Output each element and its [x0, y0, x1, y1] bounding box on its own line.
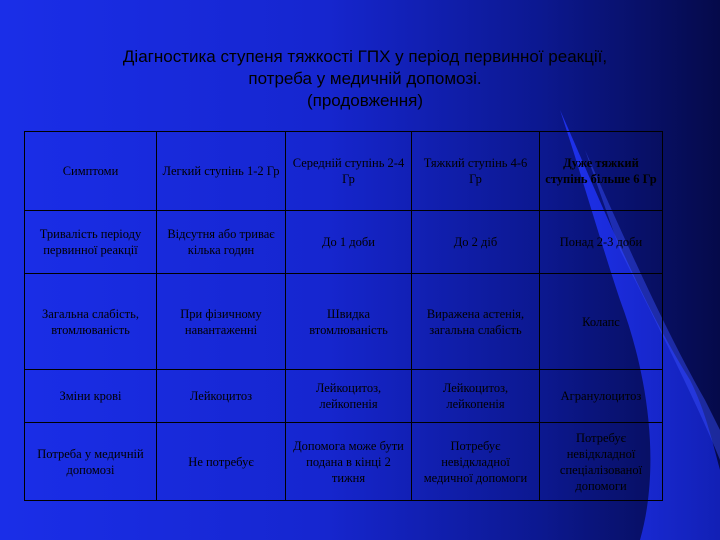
table-cell: Потреба у медичній допомозі	[25, 423, 157, 501]
slide-title-line-3: (продовження)	[306, 91, 424, 110]
table-cell: Відсутня або триває кілька годин	[157, 211, 286, 274]
table-cell: При фізичному навантаженні	[157, 274, 286, 370]
table-cell: Колапс	[540, 274, 663, 370]
table-cell: Загальна слабість, втомлюваність	[25, 274, 157, 370]
table-row	[25, 274, 663, 370]
table-cell: Лейкоцитоз, лейкопенія	[286, 370, 412, 423]
table-cell: Лейкоцитоз, лейкопенія	[412, 370, 540, 423]
header-cell: Дуже тяжкий ступінь більше 6 Гр	[540, 132, 663, 211]
table-cell: Потребує невідкладної медичної допомоги	[412, 423, 540, 501]
header-cell: Легкий ступінь 1-2 Гр	[157, 132, 286, 211]
severity-table	[24, 131, 663, 501]
table-cell: Агранулоцитоз	[540, 370, 663, 423]
table-cell: До 1 доби	[286, 211, 412, 274]
table-cell: Допомога може бути подана в кінці 2 тижня	[286, 423, 412, 501]
table-cell: Не потребує	[157, 423, 286, 501]
table-row	[25, 423, 663, 501]
slide-title-line-2: потреба у медичній допомозі.	[248, 69, 482, 88]
slide-title	[30, 46, 700, 112]
table-cell: Потребує невідкладної спеціалізованої допомоги	[540, 423, 663, 501]
table-header-row	[25, 132, 663, 211]
table-cell: Зміни крові	[25, 370, 157, 423]
table-cell: До 2 діб	[412, 211, 540, 274]
table-row	[25, 370, 663, 423]
header-cell: Середній ступінь 2-4 Гр	[286, 132, 412, 211]
header-cell: Тяжкий ступінь 4-6 Гр	[412, 132, 540, 211]
table-row	[25, 211, 663, 274]
slide-title-line-1: Діагностика ступеня тяжкості ГПХ у період первинної реакції,	[122, 47, 608, 66]
table-cell: Швидка втомлюваність	[286, 274, 412, 370]
header-cell: Симптоми	[25, 132, 157, 211]
table-cell: Тривалість періоду первинної реакції	[25, 211, 157, 274]
table-cell: Понад 2-3 доби	[540, 211, 663, 274]
table-cell: Виражена астенія, загальна слабість	[412, 274, 540, 370]
table-cell: Лейкоцитоз	[157, 370, 286, 423]
